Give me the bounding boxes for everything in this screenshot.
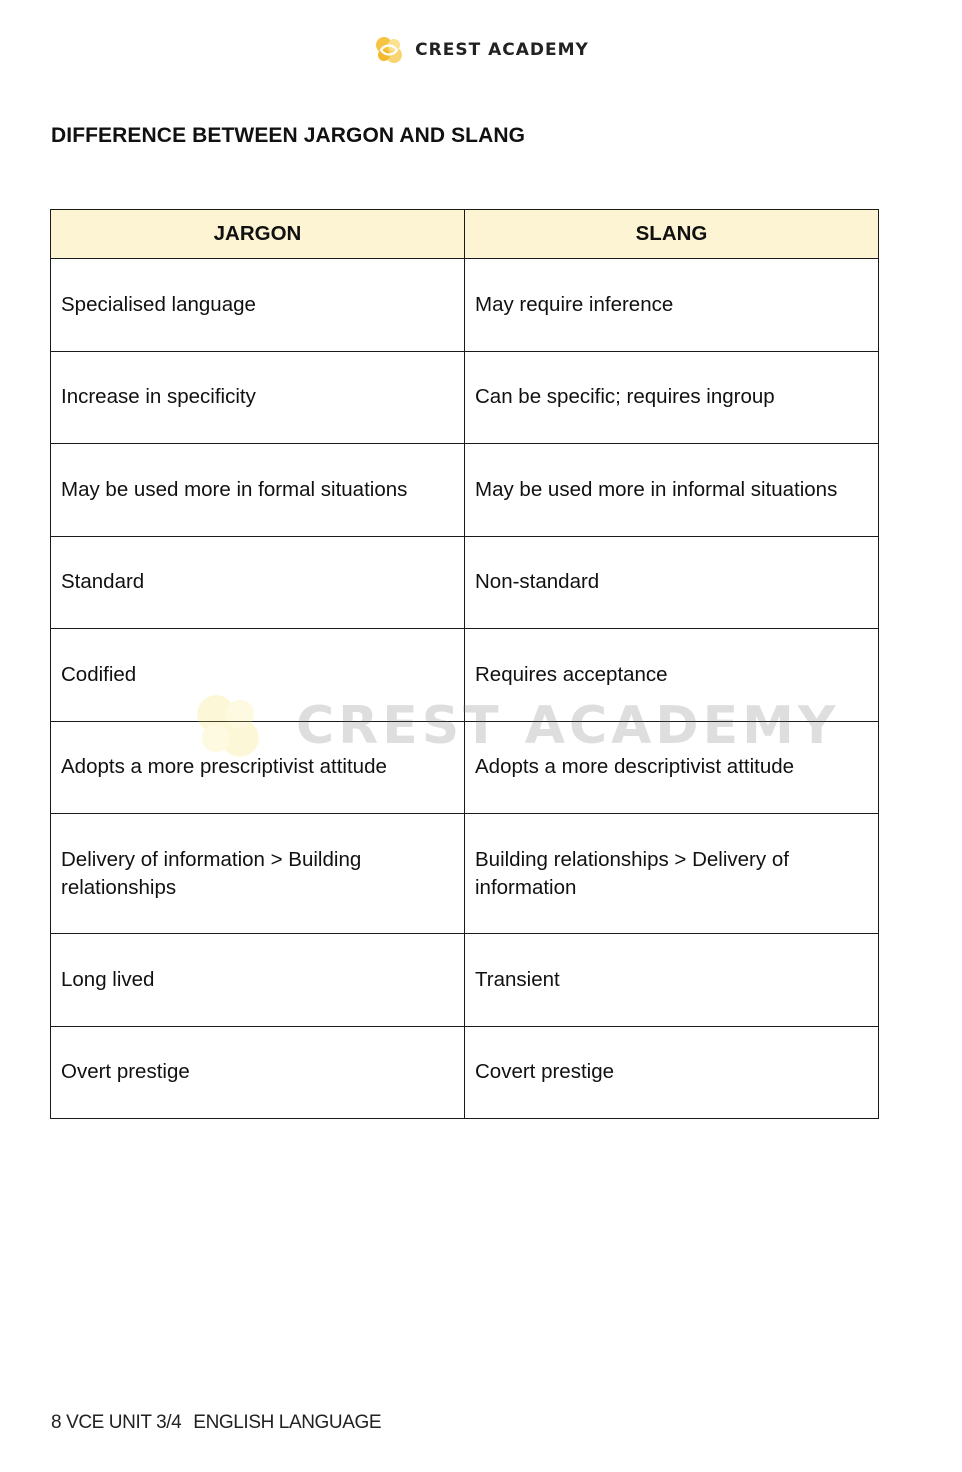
table-row xyxy=(51,629,879,722)
table-row xyxy=(51,259,879,352)
column-header-slang: SLANG xyxy=(465,210,879,259)
crest-academy-logo-icon xyxy=(373,34,405,66)
slang-cell: Building relationships > Delivery of information xyxy=(465,814,879,934)
slang-cell: Covert prestige xyxy=(465,1026,879,1119)
slang-cell: Adopts a more descriptivist attitude xyxy=(465,721,879,814)
slang-cell: May be used more in informal situations xyxy=(465,444,879,537)
table-row xyxy=(51,1026,879,1119)
logo-text: CREST ACADEMY xyxy=(415,40,589,60)
table-row xyxy=(51,934,879,1027)
jargon-cell: Overt prestige xyxy=(51,1026,465,1119)
jargon-cell: Increase in specificity xyxy=(51,351,465,444)
column-header-jargon: JARGON xyxy=(51,210,465,259)
header-logo xyxy=(0,34,962,66)
comparison-table xyxy=(50,209,879,1119)
slang-cell: Requires acceptance xyxy=(465,629,879,722)
jargon-cell: Delivery of information > Building relationships xyxy=(51,814,465,934)
footer-subject: ENGLISH LANGUAGE xyxy=(193,1412,382,1433)
page-footer xyxy=(51,1412,381,1434)
table-row xyxy=(51,721,879,814)
watermark-text: CREST ACADEMY xyxy=(296,696,840,756)
table-row xyxy=(51,444,879,537)
jargon-cell: Standard xyxy=(51,536,465,629)
page-number: 8 xyxy=(51,1412,62,1433)
jargon-cell: Long lived xyxy=(51,934,465,1027)
slang-cell: Non-standard xyxy=(465,536,879,629)
table-row xyxy=(51,351,879,444)
table-row xyxy=(51,536,879,629)
jargon-cell: Specialised language xyxy=(51,259,465,352)
jargon-cell: Adopts a more prescriptivist attitude xyxy=(51,721,465,814)
page-title: DIFFERENCE BETWEEN JARGON AND SLANG xyxy=(51,124,526,147)
slang-cell: Can be specific; requires ingroup xyxy=(465,351,879,444)
table-header-row xyxy=(51,210,879,259)
jargon-cell: Codified xyxy=(51,629,465,722)
slang-cell: May require inference xyxy=(465,259,879,352)
table-row xyxy=(51,814,879,934)
footer-course: VCE UNIT 3/4 xyxy=(66,1412,182,1433)
jargon-cell: May be used more in formal situations xyxy=(51,444,465,537)
slang-cell: Transient xyxy=(465,934,879,1027)
